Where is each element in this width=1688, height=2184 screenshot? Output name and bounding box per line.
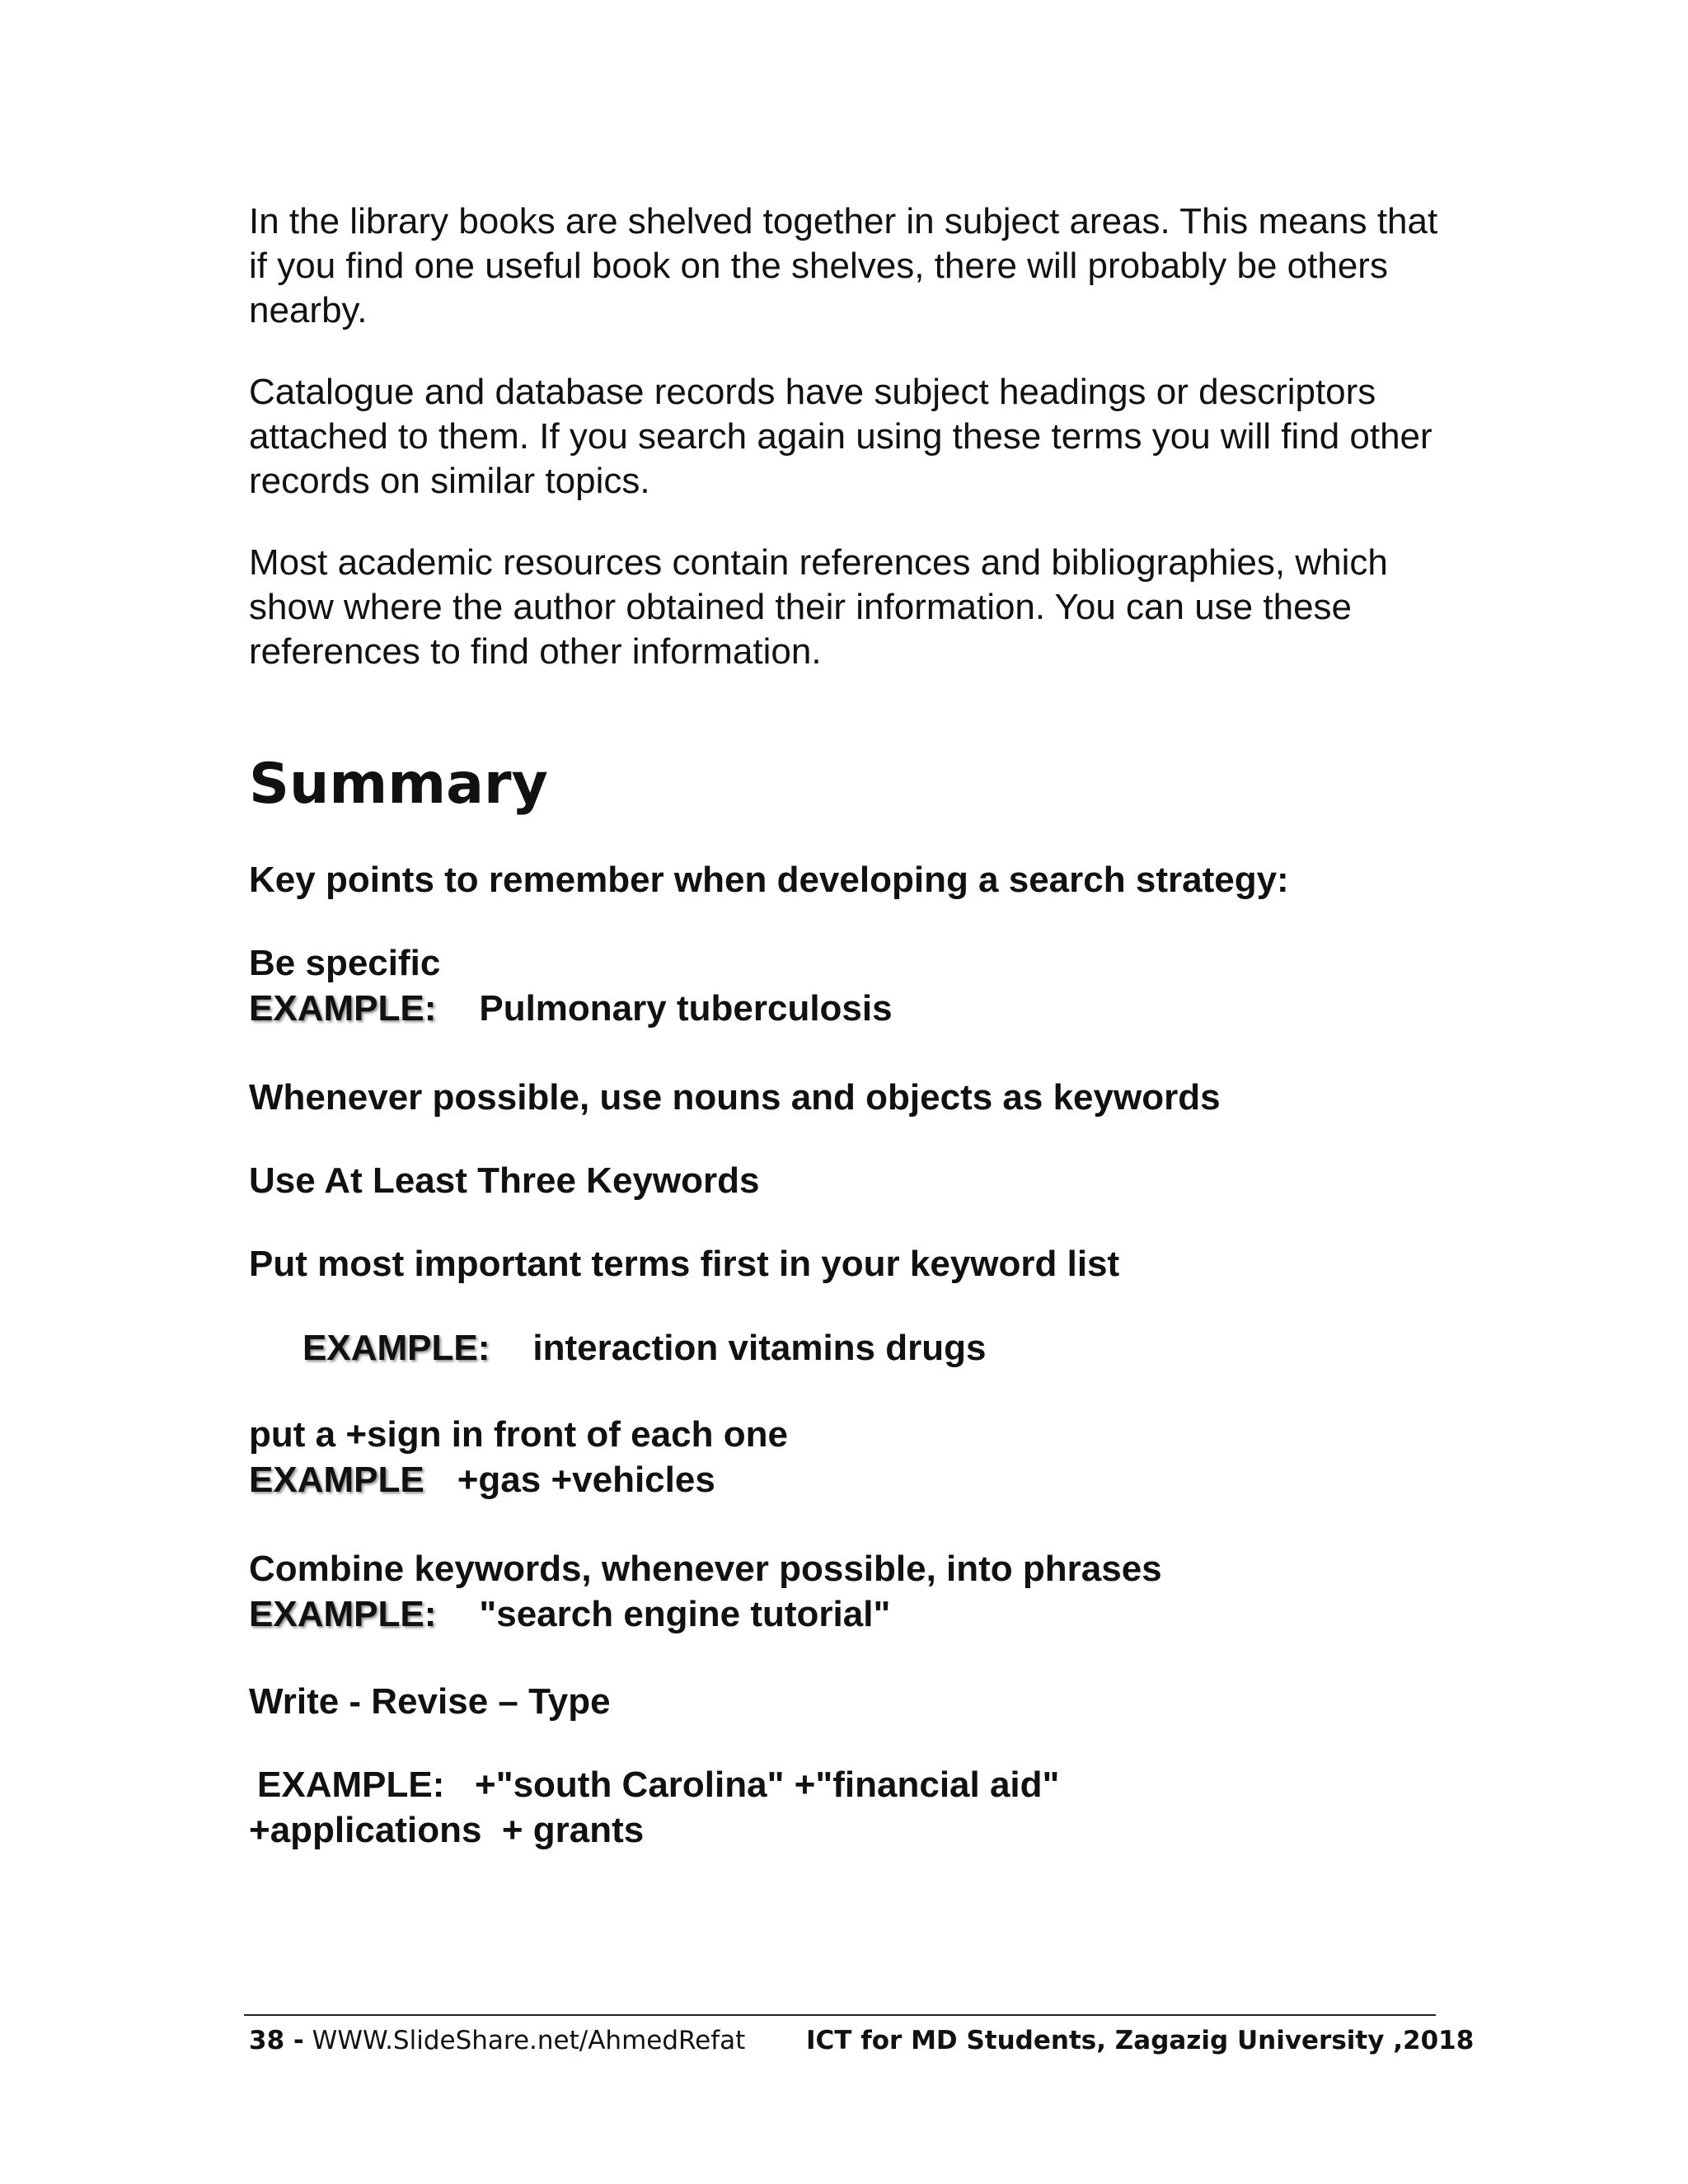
example-value: "search engine tutorial"	[479, 1594, 891, 1634]
paragraph-catalogue: Catalogue and database records have subject headings or descriptors attached to them. If you search again using these terms you will find other records on similar topics.	[249, 372, 1432, 501]
footer-course-title: ICT for MD Students, Zagazig University ,2018	[806, 2026, 1475, 2055]
example-tag: EXAMPLE:	[249, 988, 437, 1029]
footer-divider	[244, 2014, 1436, 2016]
tip-combine-phrases: Combine keywords, whenever possible, into phrases	[249, 1549, 1162, 1589]
example-line-3	[249, 1457, 715, 1503]
example-line-1	[249, 986, 893, 1032]
page-footer	[249, 2024, 1475, 2057]
example-value: interaction vitamins drugs	[532, 1328, 987, 1368]
example-value: Pulmonary tuberculosis	[479, 988, 893, 1029]
example-tag: EXAMPLE:	[249, 1594, 437, 1634]
footer-site-link: WWW.SlideShare.net/AhmedRefat	[312, 2026, 746, 2055]
summary-intro: Key points to remember when developing a search strategy:	[249, 860, 1289, 900]
tip-three-keywords: Use At Least Three Keywords	[249, 1160, 760, 1201]
example-line-4	[249, 1591, 890, 1638]
page-number: 38 -	[249, 2026, 304, 2055]
tip-write-revise-type: Write - Revise – Type	[249, 1681, 611, 1722]
tip-nouns: Whenever possible, use nouns and objects as keywords	[249, 1077, 1221, 1118]
paragraph-references: Most academic resources contain references and bibliographies, which show where the author obtained their information. You can use these references to find other information.	[249, 542, 1388, 672]
example-line-5a: EXAMPLE: +"south Carolina" +"financial aid"	[257, 1765, 1060, 1805]
tip-plus-sign: put a +sign in front of each one	[249, 1414, 788, 1455]
example-tag: EXAMPLE	[249, 1460, 424, 1500]
summary-heading: Summary	[249, 752, 548, 817]
example-line-2	[302, 1325, 986, 1371]
example-line-5b: +applications + grants	[249, 1810, 645, 1850]
example-tag: EXAMPLE:	[302, 1328, 490, 1368]
example-value: +gas +vehicles	[457, 1460, 715, 1500]
tip-important-first: Put most important terms first in your keyword list	[249, 1244, 1120, 1284]
tip-be-specific: Be specific	[249, 943, 441, 983]
paragraph-shelving: In the library books are shelved together in subject areas. This means that if you find one useful book on the shelves, there will probably be others nearby.	[249, 201, 1438, 330]
